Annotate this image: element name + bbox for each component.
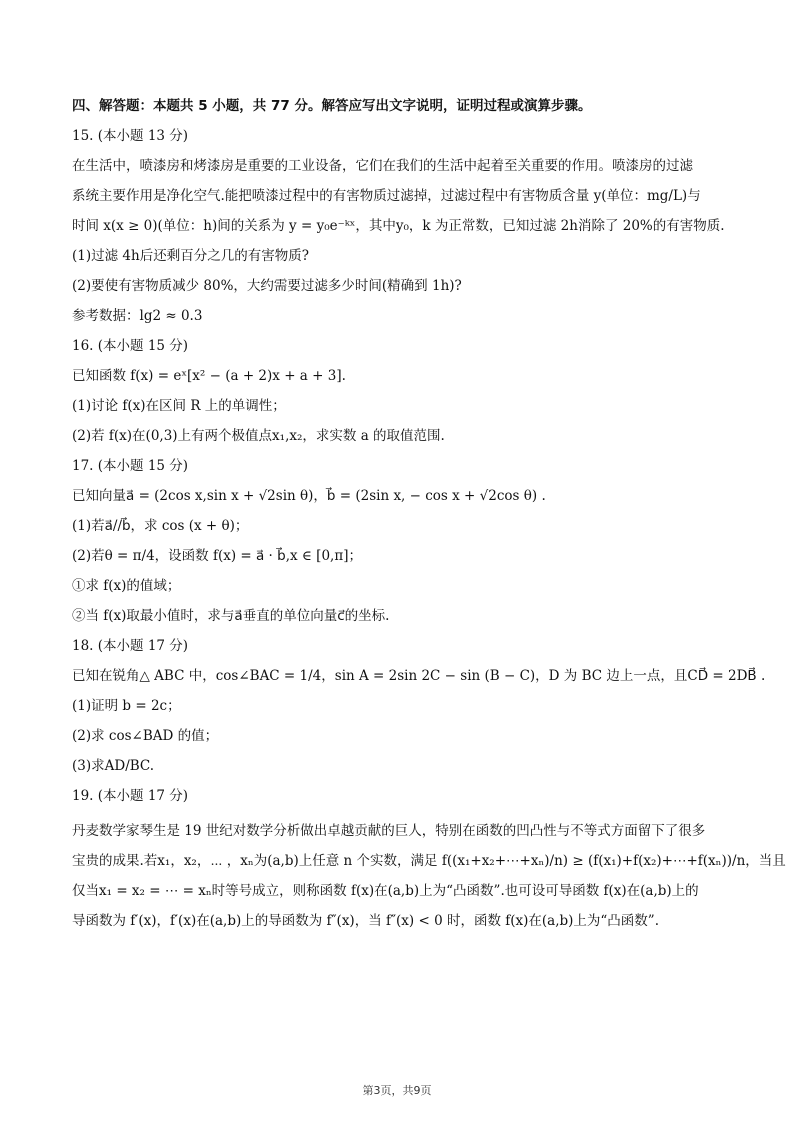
- document-page: [72, 96, 786, 936]
- problem-15-text-line: 时间 x(x ≥ 0)(单位：h)间的关系为 y = y₀e⁻ᵏˣ，其中y₀，k 为正常数，已知过滤 2h消除了 20%的有害物质.: [72, 218, 725, 234]
- problem-19: [72, 786, 786, 936]
- problem-15: [72, 126, 725, 326]
- page-footer: 第3页，共9页: [362, 1084, 432, 1097]
- problem-16-question-1: (1)讨论 f(x)在区间 R 上的单调性；: [72, 398, 286, 414]
- problem-17-subquestion-2: ②当 f(x)取最小值时，求与a⃗垂直的单位向量c⃗的坐标.: [72, 608, 390, 624]
- problem-17: [72, 456, 722, 626]
- problem-16-question-2: (2)若 f(x)在(0,3)上有两个极值点x₁,x₂，求实数 a 的取值范围.: [72, 428, 445, 444]
- problem-15-question-2: (2)要使有害物质减少 80%，大约需要过滤多少时间(精确到 1h)?: [72, 278, 462, 294]
- problem-17-statement: 已知向量a⃗ = (2cos x,sin x + √2sin θ)，b⃗ = (2sin x, − cos x + √2cos θ) .: [72, 488, 546, 504]
- problem-19-header: 19. (本小题 17 分): [72, 788, 189, 804]
- problem-17-question-1: (1)若a⃗//b⃗，求 cos (x + θ)；: [72, 518, 249, 534]
- problem-16-statement: 已知函数 f(x) = eˣ[x² − (a + 2)x + a + 3].: [72, 368, 346, 384]
- section-heading: 四、解答题：本题共 5 小题，共 77 分。解答应写出文字说明，证明过程或演算步骤。: [72, 98, 592, 114]
- problem-17-header: 17. (本小题 15 分): [72, 458, 189, 474]
- problem-19-text-line: 导函数为 f′(x)，f′(x)在(a,b)上的导函数为 f″(x)，当 f″(x) < 0 时，函数 f(x)在(a,b)上为“凸函数”.: [72, 913, 659, 929]
- problem-15-header: 15. (本小题 13 分): [72, 128, 189, 144]
- problem-19-text-line: 仅当x₁ = x₂ = ⋯ = xₙ时等号成立，则称函数 f(x)在(a,b)上为“凸函数”.也可设可导函数 f(x)在(a,b)上的: [72, 883, 699, 899]
- problem-17-subquestion-1: ①求 f(x)的值域；: [72, 578, 181, 594]
- problem-18-header: 18. (本小题 17 分): [72, 638, 189, 654]
- problem-18: [72, 636, 766, 776]
- problem-19-text-line: 宝贵的成果.若x₁，x₂，⋯ ，xₙ为(a,b)上任意 n 个实数，满足 f((x₁+x₂+⋯+xₙ)/n) ≥ (f(x₁)+f(x₂)+⋯+f(xₙ))/n，当且: [72, 853, 786, 869]
- problem-18-question-2: (2)求 cos∠BAD 的值；: [72, 728, 219, 744]
- problem-16: [72, 336, 722, 446]
- problem-16-header: 16. (本小题 15 分): [72, 338, 189, 354]
- problem-15-question-1: (1)过滤 4h后还剩百分之几的有害物质?: [72, 248, 309, 264]
- problem-15-text-line: 在生活中，喷漆房和烤漆房是重要的工业设备，它们在我们的生活中起着至关重要的作用。喷漆房的过滤: [72, 158, 693, 174]
- problem-15-reference-data: 参考数据：lg2 ≈ 0.3: [72, 308, 203, 324]
- problem-18-statement: 已知在锐角△ ABC 中，cos∠BAC = 1/4，sin A = 2sin 2C − sin (B − C)，D 为 BC 边上一点，且CD⃗ = 2DB⃗ .: [72, 668, 766, 684]
- problem-18-question-3: (3)求AD/BC.: [72, 758, 155, 774]
- problem-18-question-1: (1)证明 b = 2c；: [72, 698, 181, 714]
- problem-19-text-line: 丹麦数学家琴生是 19 世纪对数学分析做出卓越贡献的巨人，特别在函数的凹凸性与不等式方面留下了很多: [72, 823, 706, 839]
- problem-19-paragraph: [72, 816, 786, 936]
- problem-17-question-2: (2)若θ = π/4，设函数 f(x) = a⃗ · b⃗,x ∈ [0,π]；: [72, 548, 362, 564]
- problem-15-text-line: 系统主要作用是净化空气.能把喷漆过程中的有害物质过滤掉，过滤过程中有害物质含量 y(单位：mg/L)与: [72, 188, 701, 204]
